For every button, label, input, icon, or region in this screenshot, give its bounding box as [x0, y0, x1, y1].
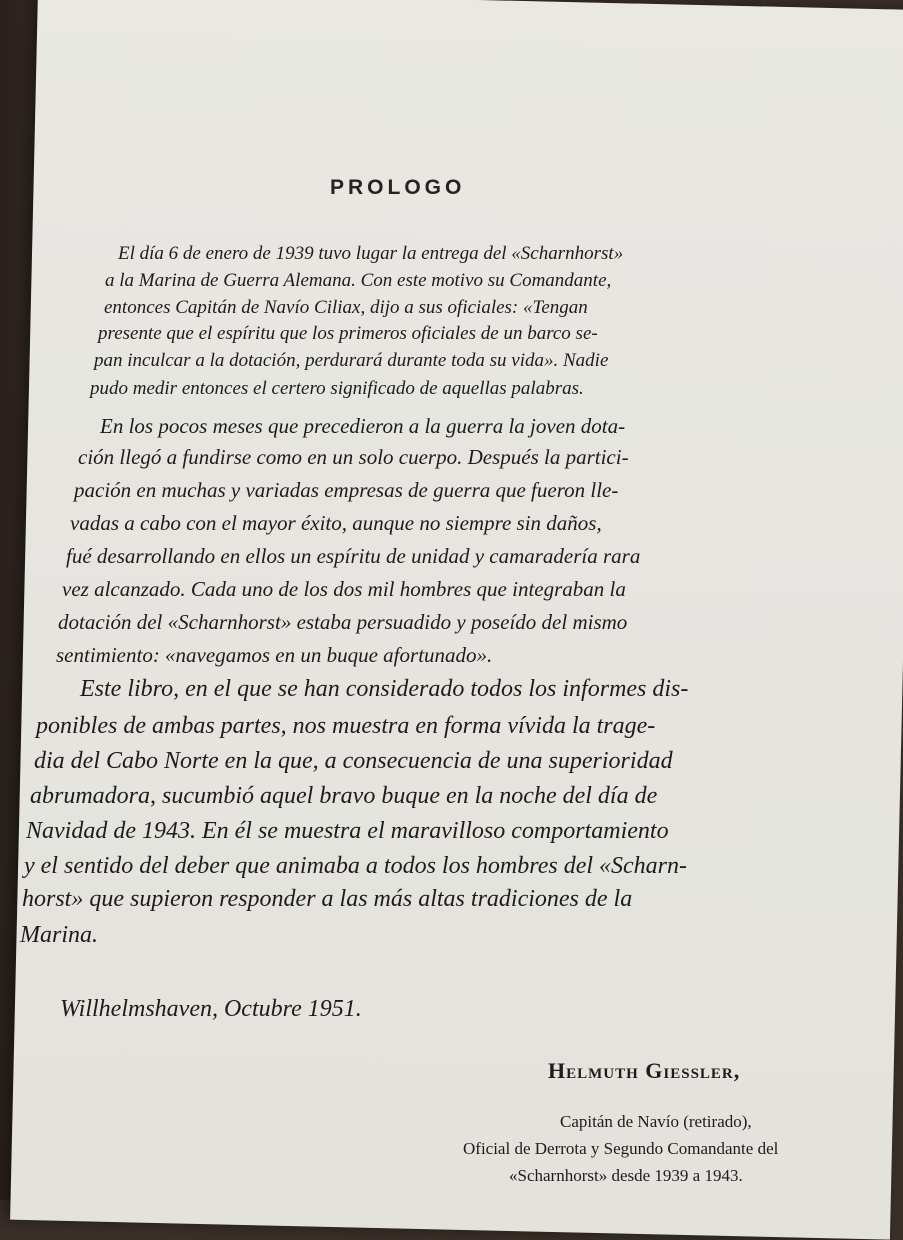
- text-line: pan inculcar a la dotación, perdurará durante toda su vida». Nadie: [94, 350, 609, 371]
- signature-title-line: «Scharnhorst» desde 1939 a 1943.: [509, 1166, 743, 1185]
- text-line: pación en muchas y variadas empresas de guerra que fueron lle-: [74, 478, 619, 502]
- text-line: a la Marina de Guerra Alemana. Con este motivo su Comandante,: [105, 270, 612, 291]
- text-line: fué desarrollando en ellos un espíritu de unidad y camaradería rara: [66, 544, 641, 568]
- text-line: dotación del «Scharnhorst» estaba persuadido y poseído del mismo: [58, 610, 628, 634]
- text-line: pudo medir entonces el certero significado de aquellas palabras.: [90, 378, 584, 399]
- page-title: PROLOGO: [330, 176, 466, 199]
- text-line: El día 6 de enero de 1939 tuvo lugar la entrega del «Scharnhorst»: [118, 243, 624, 264]
- text-line: vez alcanzado. Cada uno de los dos mil hombres que integraban la: [62, 577, 626, 601]
- text-line: ponibles de ambas partes, nos muestra en forma vívida la trage-: [36, 713, 656, 739]
- text-line: ción llegó a fundirse como en un solo cuerpo. Después la partici-: [78, 445, 629, 469]
- signature-name: Helmuth Giessler,: [548, 1058, 741, 1083]
- text-line: Marina.: [20, 922, 98, 948]
- text-line: entonces Capitán de Navío Ciliax, dijo a sus oficiales: «Tengan: [104, 297, 588, 318]
- text-line: presente que el espíritu que los primeros oficiales de un barco se-: [98, 323, 598, 344]
- text-line: y el sentido del deber que animaba a todos los hombres del «Scharn-: [24, 853, 688, 879]
- text-line: sentimiento: «navegamos en un buque afortunado».: [56, 643, 493, 667]
- text-line: vadas a cabo con el mayor éxito, aunque no siempre sin daños,: [70, 511, 602, 535]
- text-line: En los pocos meses que precedieron a la guerra la joven dota-: [100, 414, 626, 438]
- text-line: Este libro, en el que se han considerado todos los informes dis-: [80, 676, 689, 702]
- signature-title-line: Oficial de Derrota y Segundo Comandante del: [463, 1139, 779, 1158]
- place-and-date: Willhelmshaven, Octubre 1951.: [60, 996, 362, 1022]
- text-line: Navidad de 1943. En él se muestra el maravilloso comportamiento: [26, 818, 669, 844]
- text-line: dia del Cabo Norte en la que, a consecuencia de una superioridad: [34, 748, 673, 774]
- signature-title-line: Capitán de Navío (retirado),: [560, 1112, 752, 1131]
- text-line: abrumadora, sucumbió aquel bravo buque en la noche del día de: [30, 783, 658, 809]
- text-line: horst» que supieron responder a las más altas tradiciones de la: [22, 886, 633, 912]
